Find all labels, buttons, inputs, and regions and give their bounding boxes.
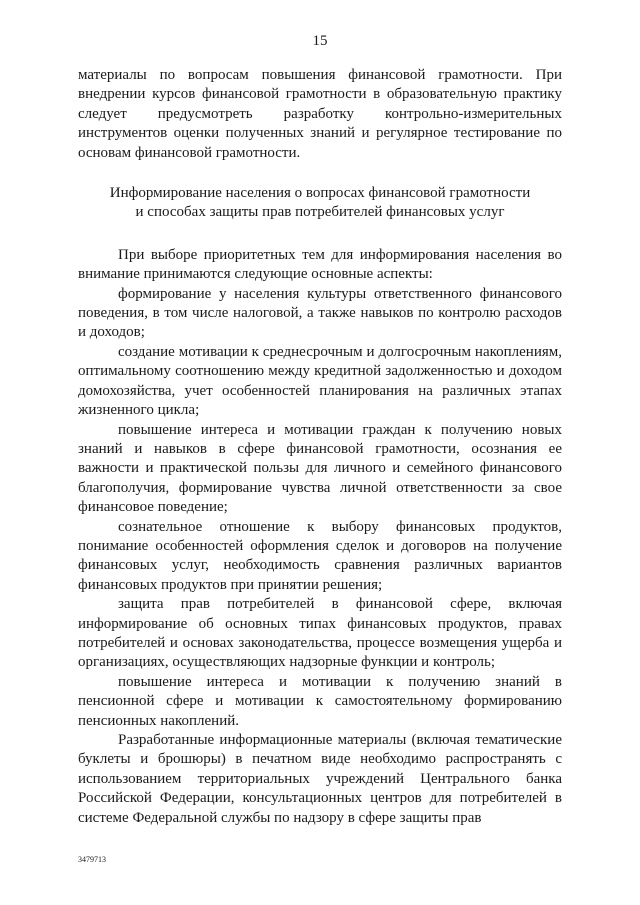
page-content	[78, 66, 562, 828]
document-code: 3479713	[78, 855, 106, 864]
paragraph-materials: Разработанные информационные материалы (включая тематические буклеты и брошюры) в печатном виде необходимо распространять с использованием территориальных учреждений Центрального банка Российской Федерации, консультационных центров для потребителей в системе Федеральной службы по надзору в сфере защиты прав	[78, 732, 562, 826]
list-item-pension: повышение интереса и мотивации к получению знаний в пенсионной сфере и мотивации к самостоятельному формированию пенсионных накоплений.	[78, 673, 562, 729]
section-heading-line-1: Информирование населения о вопросах финансовой грамотности	[109, 185, 531, 202]
list-item-savings: создание мотивации к среднесрочным и долгосрочным накоплениям, оптимальному соотношению между кредитной задолженностью и доходом домохозяйства, учет особенностей планирования на различных этапах жизненного цикла;	[78, 343, 562, 419]
list-item-interest: повышение интереса и мотивации граждан к получению новых знаний и навыков в сфере финансовой грамотности, осознания ее важности и практической пользы для личного и семейного финансового благополучия, формирование чувства личной ответственности за свое финансовое поведение;	[78, 421, 562, 516]
section-heading	[78, 184, 562, 223]
list-item-products: сознательное отношение к выбору финансовых продуктов, понимание особенностей оформления сделок и договоров на получение финансовых услуг, необходимость сравнения различных вариантов финансовых продуктов при принятии решения;	[78, 518, 562, 593]
intro-paragraph: материалы по вопросам повышения финансовой грамотности. При внедрении курсов финансовой грамотности в образовательную практику следует предусмотреть разработку контрольно-измерительных инструментов оценки полученных знаний и регулярное тестирование по основам финансовой грамотности.	[78, 67, 562, 161]
list-item-culture: формирование у населения культуры ответственного финансового поведения, в том числе налоговой, а также навыков по контролю расходов и доходов;	[78, 285, 562, 341]
section-heading-line-2: и способах защиты прав потребителей финансовых услуг	[135, 204, 505, 221]
page-number: 15	[312, 33, 328, 49]
list-item-consumer-rights: защита прав потребителей в финансовой сфере, включая информирование об основных типах финансовых продуктов, правах потребителей и основах законодательства, процессе возмещения ущерба и организациях, осуществляющих надзорные функции и контроль;	[78, 596, 562, 671]
paragraph-aspects-intro: При выборе приоритетных тем для информирования населения во внимание принимаются следующие основные аспекты:	[78, 246, 562, 283]
